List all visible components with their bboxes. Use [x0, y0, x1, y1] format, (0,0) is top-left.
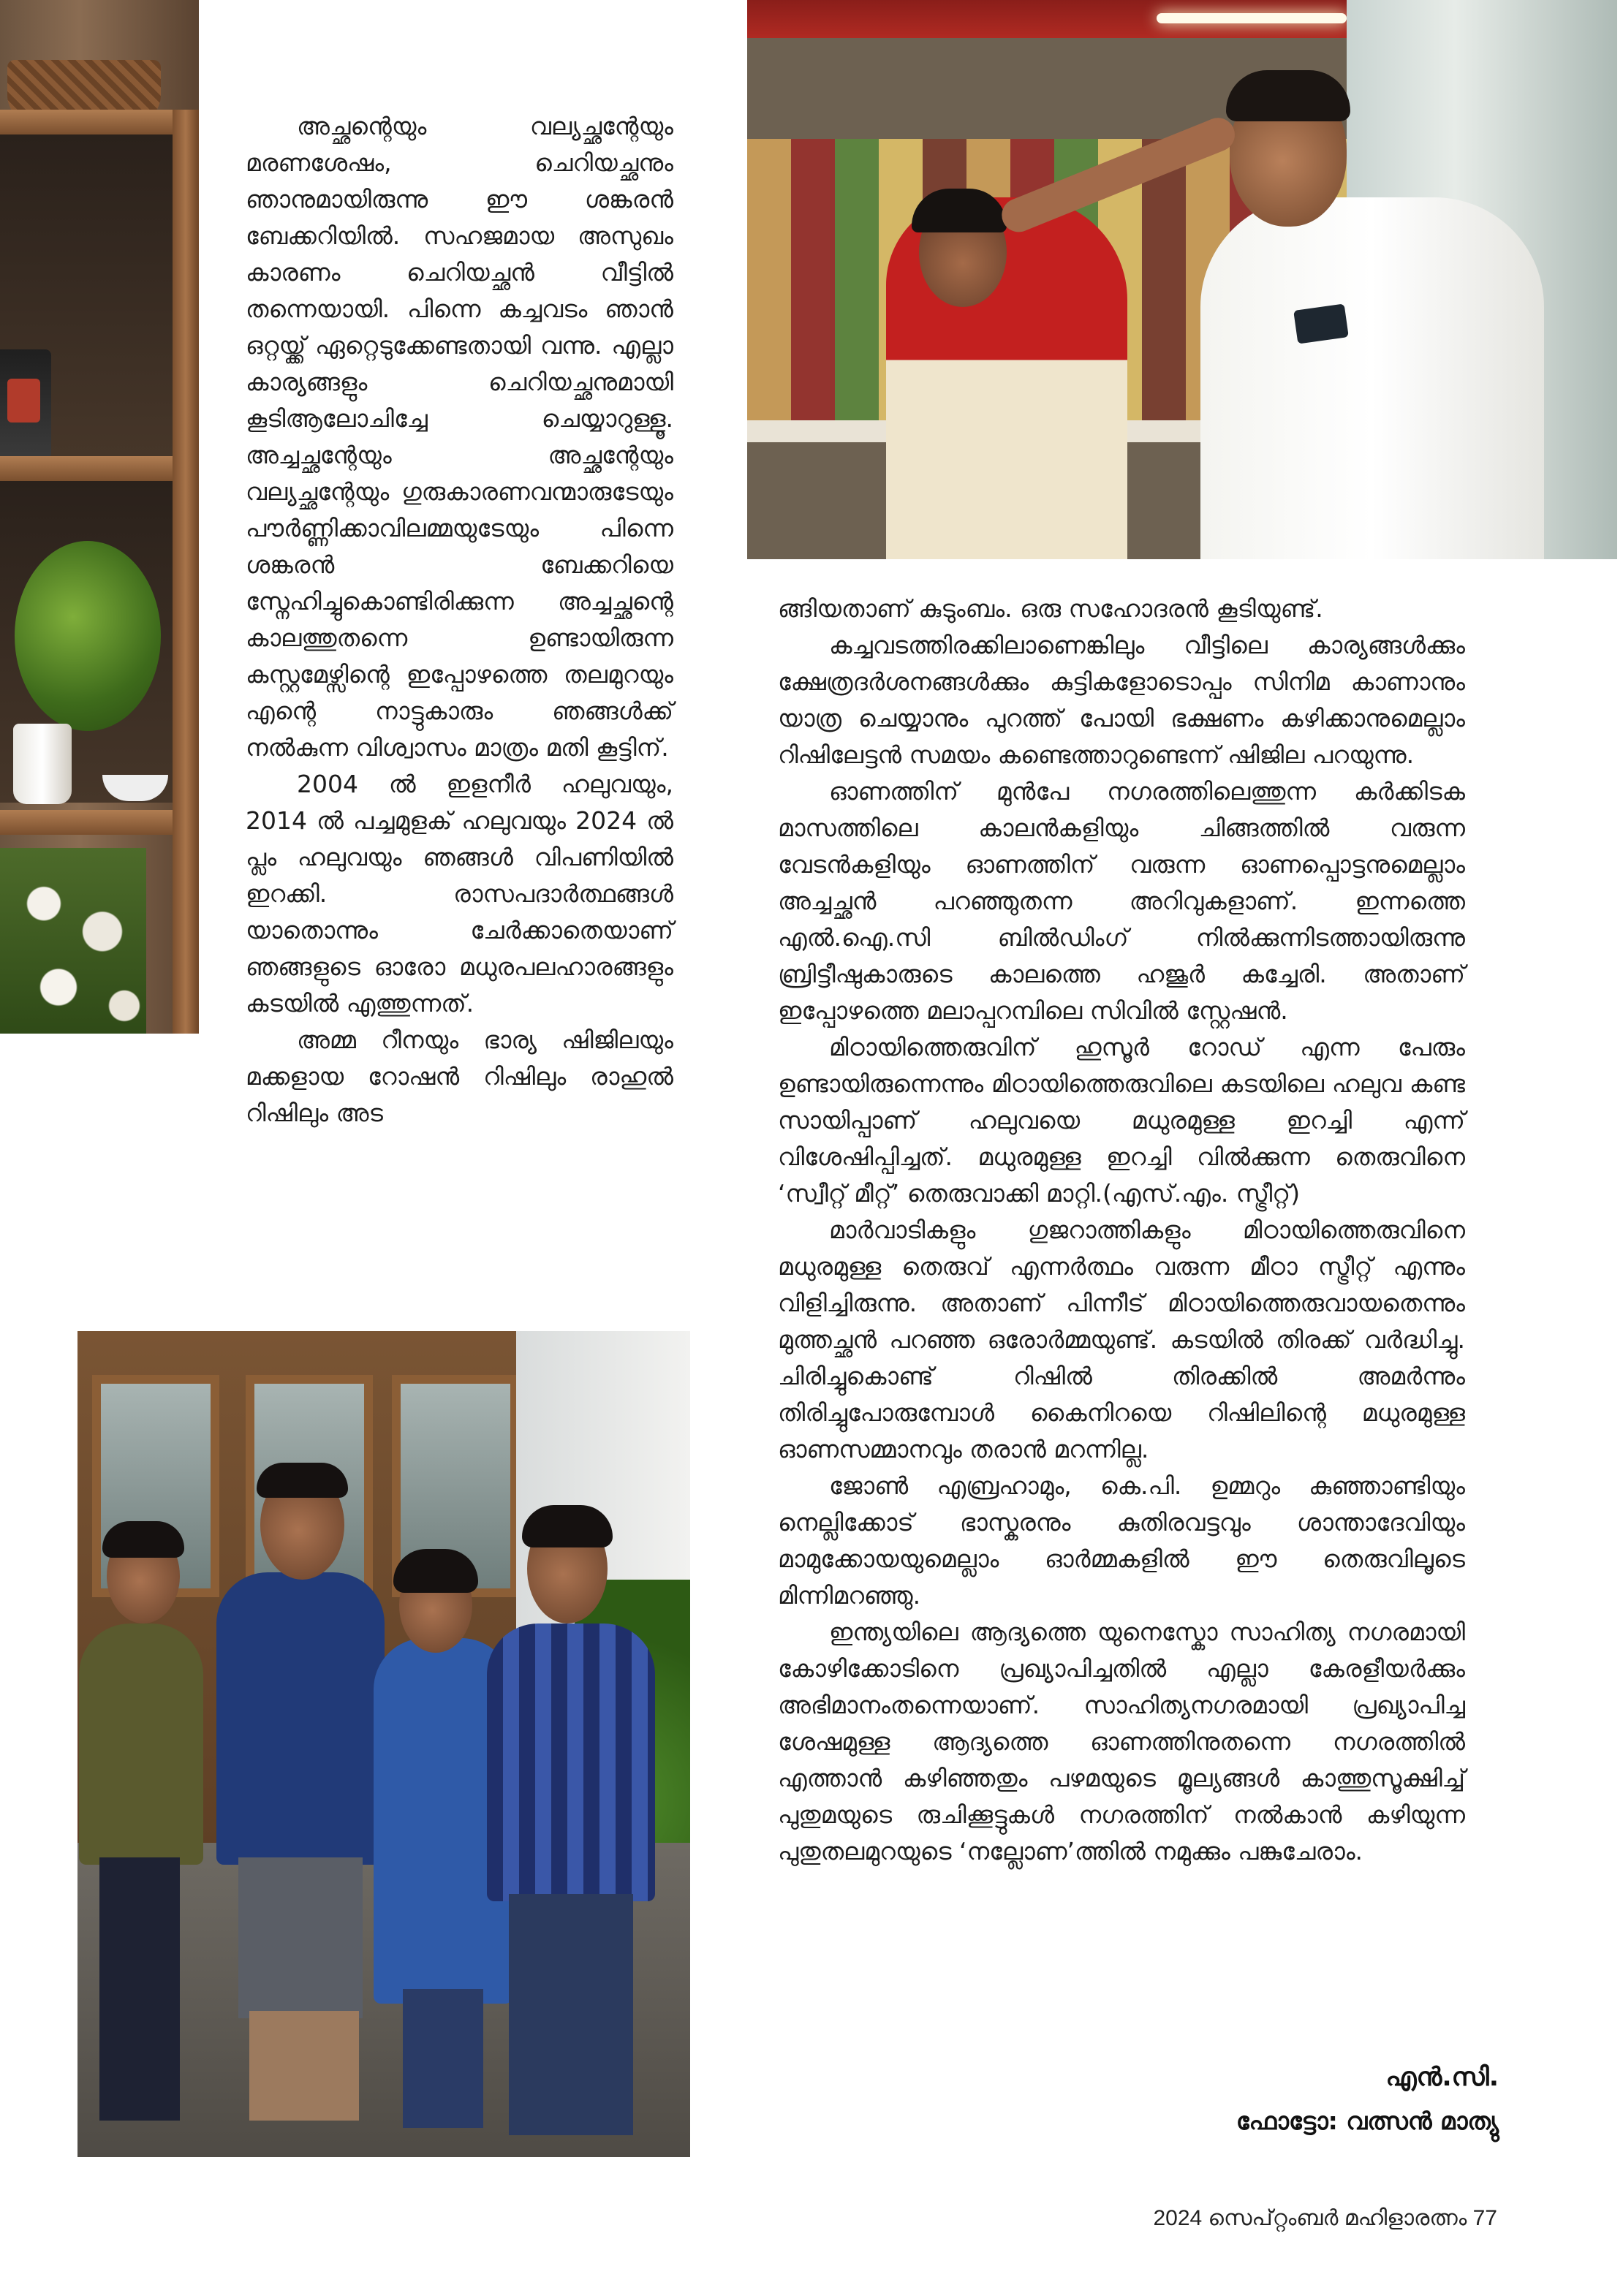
- paragraph: മിഠായിത്തെരുവിന് ഹുസൂർ റോഡ് എന്ന പേരും ഉണ്ടായിരുന്നെന്നും മിഠായിത്തെരുവിലെ കടയിലെ ഹലുവ കണ്ട സായിപ്പാണ് ഹലുവയെ മധുരമുള്ള ഇറച്ചി എന്ന് വിശേഷിപ്പിച്ചത്. മധുരമുള്ള ഇറച്ചി വിൽക്കുന്ന തെരുവിനെ ‘സ്വീറ്റ് മീറ്റ്’ തെരുവാക്കി മാറ്റി.(എസ്.എം. സ്ട്രീറ്റ്): [778, 1033, 1465, 1208]
- paragraph: 2004 ൽ ഇളനീർ ഹലുവയും, 2014 ൽ പച്ചമുളക് ഹലുവയും 2024 ൽ പ്ലം ഹലുവയും ഞങ്ങൾ വിപണിയിൽ ഇറക്കി. രാസപദാർത്ഥങ്ങൾ യാതൊന്നും ചേർക്കാതെയാണ് ഞങ്ങളുടെ ഓരോ മധുരപലഹാരങ്ങളും കടയിൽ എത്തുന്നത്.: [246, 770, 673, 1018]
- paragraph: അച്ഛന്റെയും വല്യച്ഛന്റേയും മരണശേഷം, ചെറിയച്ഛനും ഞാനുമായിരുന്നു ഈ ശങ്കരൻ ബേക്കറിയിൽ. സഹജമായ അസുഖം കാരണം ചെറിയച്ഛൻ വീട്ടിൽ തന്നെയായി. പിന്നെ കച്ചവടം ഞാൻ ഒറ്റയ്ക്ക് ഏറ്റെടുക്കേണ്ടതായി വന്നു. എല്ലാ കാര്യങ്ങളും ചെറിയച്ഛനുമായി കൂടിആലോചിച്ചേ ചെയ്യാറുള്ളൂ. അച്ചച്ഛന്റേയും അച്ഛന്റേയും വല്യച്ഛന്റേയും ഗുരുകാരണവന്മാരുടേയും പൗർണ്ണിക്കാവിലമ്മയുടേയും പിന്നെ ശങ്കരൻ ബേക്കറിയെ സ്നേഹിച്ചുകൊണ്ടിരിക്കുന്ന അച്ചച്ഛന്റെ കാലത്തുതന്നെ ഉണ്ടായിരുന്ന കസ്റ്റമേഴ്സിന്റെ ഇപ്പോഴത്തെ തലമുറയും എന്റെ നാട്ടുകാരും ഞങ്ങൾക്ക് നൽകുന്ന വിശ്വാസം മാത്രം മതി കൂട്ടിന്.: [246, 112, 673, 762]
- feeding-sweet-photo: [747, 0, 1617, 559]
- family-photo: [77, 1331, 690, 2157]
- paragraph: ഇന്ത്യയിലെ ആദ്യത്തെ യുനെസ്കോ സാഹിത്യ നഗരമായി കോഴിക്കോടിനെ പ്രഖ്യാപിച്ചതിൽ എല്ലാ കേരളീയർക്കും അഭിമാനംതന്നെയാണ്. സാഹിത്യനഗരമായി പ്രഖ്യാപിച്ച ശേഷമുള്ള ആദ്യത്തെ ഓണത്തിനുതന്നെ നഗരത്തിൽ എത്താൻ കഴിഞ്ഞതും പഴമയുടെ മൂല്യങ്ങൾ കാത്തുസൂക്ഷിച്ച് പുതുമയുടെ രുചിക്കൂട്ടുകൾ നഗരത്തിന് നൽകാൻ കഴിയുന്ന പുതുതലമുറയുടെ ‘നല്ലോണ’ത്തിൽ നമുക്കും പങ്കുചേരാം.: [778, 1618, 1465, 1865]
- paragraph: കച്ചവടത്തിരക്കിലാണെങ്കിലും വീട്ടിലെ കാര്യങ്ങൾക്കും ക്ഷേത്രദർശനങ്ങൾക്കും കുട്ടികളോടൊപ്പം സിനിമ കാണാനും യാത്ര ചെയ്യാനും പുറത്ത് പോയി ഭക്ഷണം കഴിക്കാനുമെല്ലാം റിഷിലേട്ടൻ സമയം കണ്ടെത്താറുണ്ടെന്ന് ഷിജില പറയുന്നു.: [778, 631, 1465, 769]
- paragraph: ഓണത്തിന് മുൻപേ നഗരത്തിലെത്തുന്ന കർക്കിടക മാസത്തിലെ കാലൻകളിയും ചിങ്ങത്തിൽ വരുന്ന വേടൻകളിയും ഓണത്തിന് വരുന്ന ഓണപ്പൊട്ടനുമെല്ലാം അച്ചച്ഛൻ പറഞ്ഞുതന്ന അറിവുകളാണ്. ഇന്നത്തെ എൽ.ഐ.സി ബിൽഡിംഗ് നിൽക്കുന്നിടത്തായിരുന്നു ബ്രിട്ടീഷുകാരുടെ കാലത്തെ ഹജൂർ കച്ചേരി. അതാണ് ഇപ്പോഴത്തെ മലാപ്പറമ്പിലെ സിവിൽ സ്റ്റേഷൻ.: [778, 777, 1465, 1025]
- page-footer: 2024 സെപ്റ്റംബർ മഹിളാരത്നം 77: [1153, 2206, 1497, 2230]
- paragraph: ജോൺ എബ്രഹാമും, കെ.പി. ഉമ്മറും കുഞ്ഞാണ്ടിയും നെല്ലിക്കോട് ഭാസ്കരനും കുതിരവട്ടവും ശാന്താദേവിയും മാമുക്കോയയുമെല്ലാം ഓർമ്മകളിൽ ഈ തെരുവിലൂടെ മിന്നിമറഞ്ഞു.: [778, 1471, 1465, 1610]
- article-right-column: [778, 591, 1465, 1870]
- photo-credit: ഫോട്ടോ: വത്സൻ മാത്യു: [1236, 2107, 1499, 2135]
- author-byline: എൻ.സി.: [1385, 2063, 1499, 2092]
- paragraph: മാർവാടികളും ഗുജറാത്തികളും മിഠായിത്തെരുവിനെ മധുരമുള്ള തെരുവ് എന്നർത്ഥം വരുന്ന മീഠാ സ്ട്രീറ്റ് എന്നും വിളിച്ചിരുന്നു. അതാണ് പിന്നീട് മിഠായിത്തെരുവായതെന്നും മുത്തച്ഛൻ പറഞ്ഞ ഒരോർമ്മയുണ്ട്. കടയിൽ തിരക്ക് വർദ്ധിച്ചു. ചിരിച്ചുകൊണ്ട് റിഷിൽ തിരക്കിൽ അമർന്നും തിരിച്ചുപോരുമ്പോൾ കൈനിറയെ റിഷിലിന്റെ മധുരമുള്ള ഓണസമ്മാനവും തരാൻ മറന്നില്ല.: [778, 1216, 1465, 1463]
- bakery-shelf-photo: [0, 0, 199, 1034]
- paragraph: അമ്മ റീനയും ഭാര്യ ഷിജിലയും മക്കളായ റോഷൻ റിഷിലും രാഹുൽ റിഷിലും അട: [246, 1026, 673, 1127]
- article-left-column: [246, 108, 673, 1132]
- paragraph: ങ്ങിയതാണ് കുടുംബം. ഒരു സഹോദരൻ കൂടിയുണ്ട്.: [778, 594, 1323, 623]
